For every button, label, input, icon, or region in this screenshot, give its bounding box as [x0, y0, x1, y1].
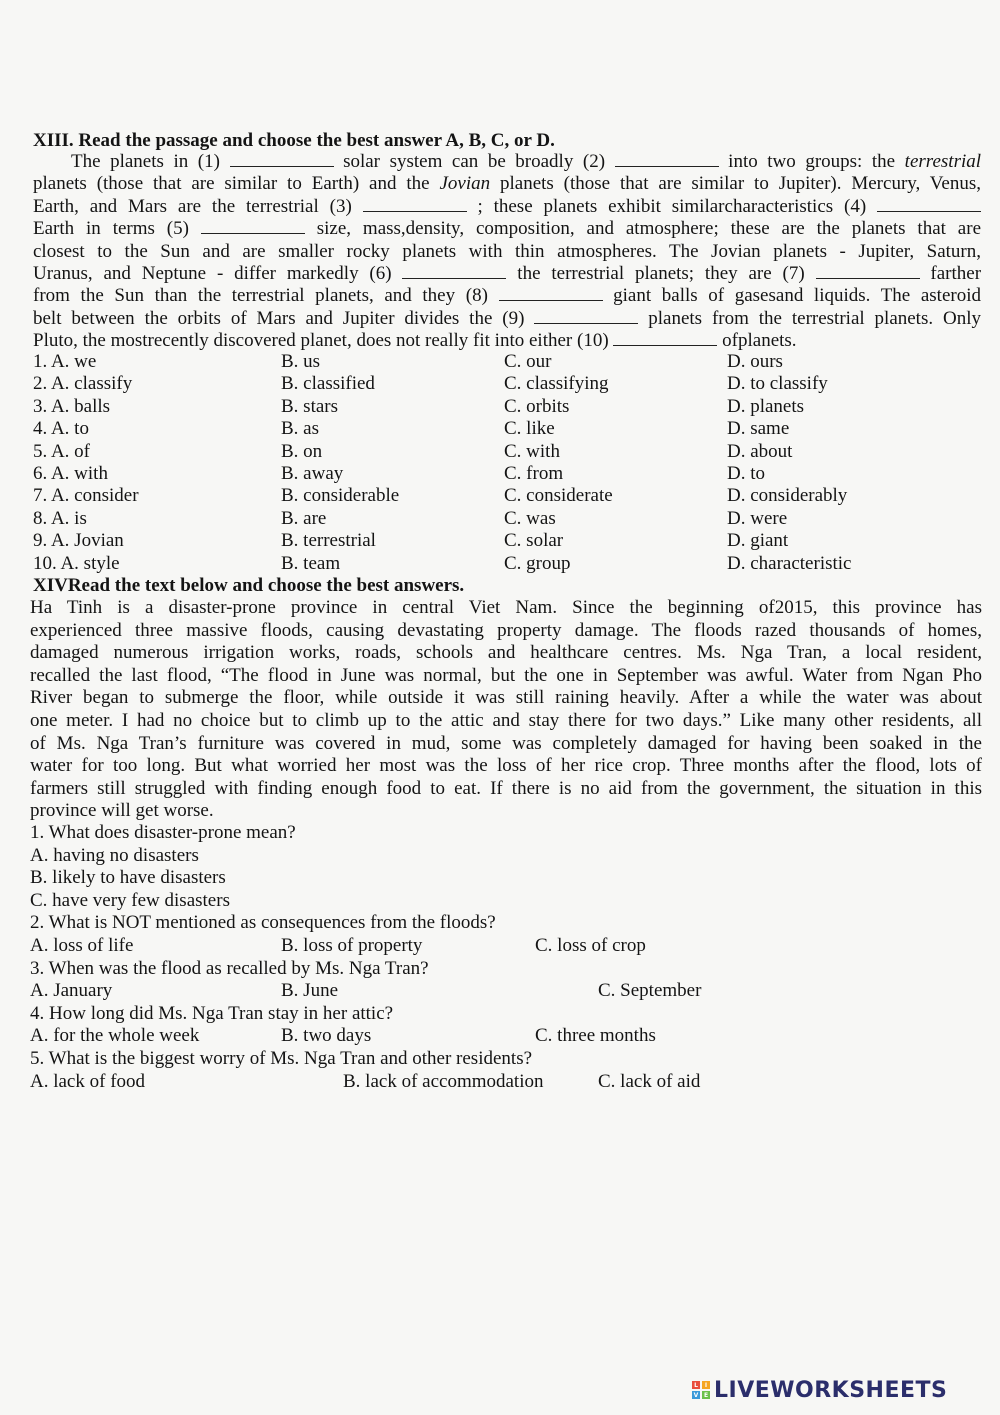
question-1-option-b[interactable]: B. likely to have disasters	[30, 867, 226, 889]
question-2-option-a[interactable]: A. loss of life	[30, 935, 134, 956]
question-4-option-b[interactable]: B. two days	[281, 1025, 372, 1047]
blank-2[interactable]	[615, 151, 719, 167]
passage-line-2: planets (those that are similar to Earth) and the Jovian planets (those that are similar to Jupiter). Mercury, Venus,	[33, 173, 981, 195]
option-10-d[interactable]: D. characteristic	[727, 552, 852, 574]
blank-3[interactable]	[363, 196, 467, 212]
question-2-option-b[interactable]: B. loss of property	[281, 935, 423, 956]
option-6-c[interactable]: C. from	[504, 463, 564, 484]
option-6-b[interactable]: B. away	[281, 463, 344, 484]
option-9-b[interactable]: B. terrestrial	[281, 530, 376, 552]
option-5-d[interactable]: D. about	[727, 440, 793, 462]
question-5: 5. What is the biggest worry of Ms. Nga Tran and other residents?	[30, 1048, 533, 1069]
logo-square: I	[702, 1381, 710, 1389]
text-line: Ha Tinh is a disaster-prone province in central Viet Nam. Since the beginning of2015, this province has	[30, 597, 982, 618]
text-line: one meter. I had no choice but to climb up to the attic and stay there for two days.” Like many other residents, all	[30, 709, 982, 731]
brand-name: LIVEWORKSHEETS	[714, 1377, 948, 1403]
option-2-c[interactable]: C. classifying	[504, 373, 609, 395]
option-1-d[interactable]: D. ours	[727, 351, 783, 372]
liveworksheets-logo	[692, 1378, 947, 1402]
text-line: recalled the last flood, “The flood in June was normal, but the one in September was awful. Water from Ngan Pho	[30, 664, 982, 686]
blank-9[interactable]	[534, 308, 638, 324]
section-14-text	[30, 597, 982, 823]
logo-square: L	[692, 1381, 700, 1389]
section-14-title: XIVRead the text below and choose the best answers.	[33, 575, 465, 596]
section-13-passage	[33, 151, 981, 353]
blank-1[interactable]	[230, 151, 334, 167]
text-line: water for too long. But what worried her most was the loss of her rice crop. Three months after the flood, lots of	[30, 755, 982, 777]
option-7-b[interactable]: B. considerable	[281, 485, 400, 507]
question-4-option-c[interactable]: C. three months	[535, 1025, 656, 1047]
option-10-a[interactable]: 10. A. style	[33, 552, 120, 574]
option-5-a[interactable]: 5. A. of	[33, 440, 90, 462]
option-9-c[interactable]: C. solar	[504, 530, 564, 552]
question-3-option-c[interactable]: C. September	[598, 980, 702, 1002]
logo-square: E	[703, 1391, 709, 1399]
logo-grid-icon	[692, 1381, 710, 1399]
question-5-option-b[interactable]: B. lack of accommodation	[343, 1070, 544, 1092]
option-5-b[interactable]: B. on	[281, 440, 323, 462]
question-3: 3. When was the flood as recalled by Ms. Nga Tran?	[30, 957, 429, 979]
option-10-b[interactable]: B. team	[281, 552, 341, 574]
option-4-c[interactable]: C. like	[504, 418, 555, 440]
blank-4[interactable]	[877, 196, 981, 212]
option-9-d[interactable]: D. giant	[727, 530, 789, 552]
option-3-a[interactable]: 3. A. balls	[33, 395, 111, 417]
question-3-option-b[interactable]: B. June	[281, 980, 338, 1002]
passage-line-5: closest to the Sun and are smaller rocky planets with thin atmospheres. The Jovian planets - Jupiter, Saturn,	[33, 240, 981, 262]
section-13-title: XIII. Read the passage and choose the best answer A, B, C, or D.	[33, 130, 555, 151]
text-line: of Ms. Nga Tran’s furniture was covered in mud, some was completely damaged for having been soaked in the	[30, 732, 982, 754]
option-8-c[interactable]: C. was	[504, 507, 556, 529]
option-2-b[interactable]: B. classified	[281, 373, 375, 395]
option-3-d[interactable]: D. planets	[727, 395, 805, 417]
option-6-a[interactable]: 6. A. with	[33, 463, 108, 484]
blank-10[interactable]	[613, 330, 717, 346]
text-line: experienced three massive floods, causing devastating property damage. The floods razed thousands of homes,	[30, 619, 982, 641]
option-8-d[interactable]: D. were	[727, 507, 788, 529]
option-6-d[interactable]: D. to	[727, 463, 765, 484]
text-line: farmers still struggled with finding enough food to eat. If there is no aid from the government, the situation in this	[30, 777, 982, 799]
blank-5[interactable]	[201, 218, 305, 234]
option-7-c[interactable]: C. considerate	[504, 485, 613, 507]
passage-line-9: Pluto, the mostrecently discovered planet, does not really fit into either (10) ofplanets.	[33, 330, 797, 352]
passage-line-1: The planets in (1) solar system can be broadly (2) into two groups: the terrestrial	[71, 151, 981, 172]
question-1-option-a[interactable]: A. having no disasters	[30, 844, 199, 866]
text-line: province will get worse.	[30, 800, 214, 822]
text-line: damaged numerous irrigation works, roads, schools and healthcare centres. Ms. Nga Tran, a local resident,	[30, 642, 982, 664]
option-3-b[interactable]: B. stars	[281, 395, 338, 417]
option-5-c[interactable]: C. with	[504, 440, 560, 462]
blank-6[interactable]	[402, 263, 506, 279]
passage-line-4: Earth in terms (5) size, mass,density, composition, and atmosphere; these are the planets that are	[33, 218, 981, 240]
passage-line-7: from the Sun than the terrestrial planets, and they (8) giant balls of gasesand liquids. The asteroid	[33, 285, 981, 307]
passage-line-3: Earth, and Mars are the terrestrial (3) ; these planets exhibit similarcharacteristics (4)	[33, 196, 981, 218]
option-3-c[interactable]: C. orbits	[504, 395, 570, 417]
question-5-option-c[interactable]: C. lack of aid	[598, 1070, 701, 1092]
option-7-d[interactable]: D. considerably	[727, 485, 848, 507]
question-2-option-c[interactable]: C. loss of crop	[535, 935, 646, 956]
option-9-a[interactable]: 9. A. Jovian	[33, 530, 124, 552]
question-4: 4. How long did Ms. Nga Tran stay in her attic?	[30, 1002, 394, 1024]
option-10-c[interactable]: C. group	[504, 552, 571, 574]
option-4-a[interactable]: 4. A. to	[33, 418, 89, 440]
option-1-a[interactable]: 1. A. we	[33, 351, 97, 372]
option-4-b[interactable]: B. as	[281, 418, 319, 440]
question-1-option-c[interactable]: C. have very few disasters	[30, 889, 230, 911]
question-1: 1. What does disaster-prone mean?	[30, 822, 296, 843]
question-5-option-a[interactable]: A. lack of food	[30, 1070, 146, 1092]
option-1-c[interactable]: C. our	[504, 351, 552, 372]
question-3-option-a[interactable]: A. January	[30, 980, 113, 1002]
question-4-option-a[interactable]: A. for the whole week	[30, 1025, 200, 1047]
option-2-d[interactable]: D. to classify	[727, 373, 828, 395]
option-4-d[interactable]: D. same	[727, 418, 790, 440]
passage-line-8: belt between the orbits of Mars and Jupiter divides the (9) planets from the terrestrial planets. Only	[33, 307, 981, 329]
blank-7[interactable]	[816, 263, 920, 279]
passage-line-6: Uranus, and Neptune - differ markedly (6) the terrestrial planets; they are (7) farther	[33, 263, 981, 285]
logo-square: V	[693, 1391, 699, 1399]
option-8-b[interactable]: B. are	[281, 507, 327, 529]
option-7-a[interactable]: 7. A. consider	[33, 485, 139, 507]
blank-8[interactable]	[499, 285, 603, 301]
option-8-a[interactable]: 8. A. is	[33, 507, 87, 529]
question-2: 2. What is NOT mentioned as consequences from the floods?	[30, 912, 496, 934]
option-2-a[interactable]: 2. A. classify	[33, 373, 133, 395]
text-line: River began to submerge the floor, while outside it was still raining heavily. After a while the water was about	[30, 687, 982, 709]
option-1-b[interactable]: B. us	[281, 351, 321, 372]
